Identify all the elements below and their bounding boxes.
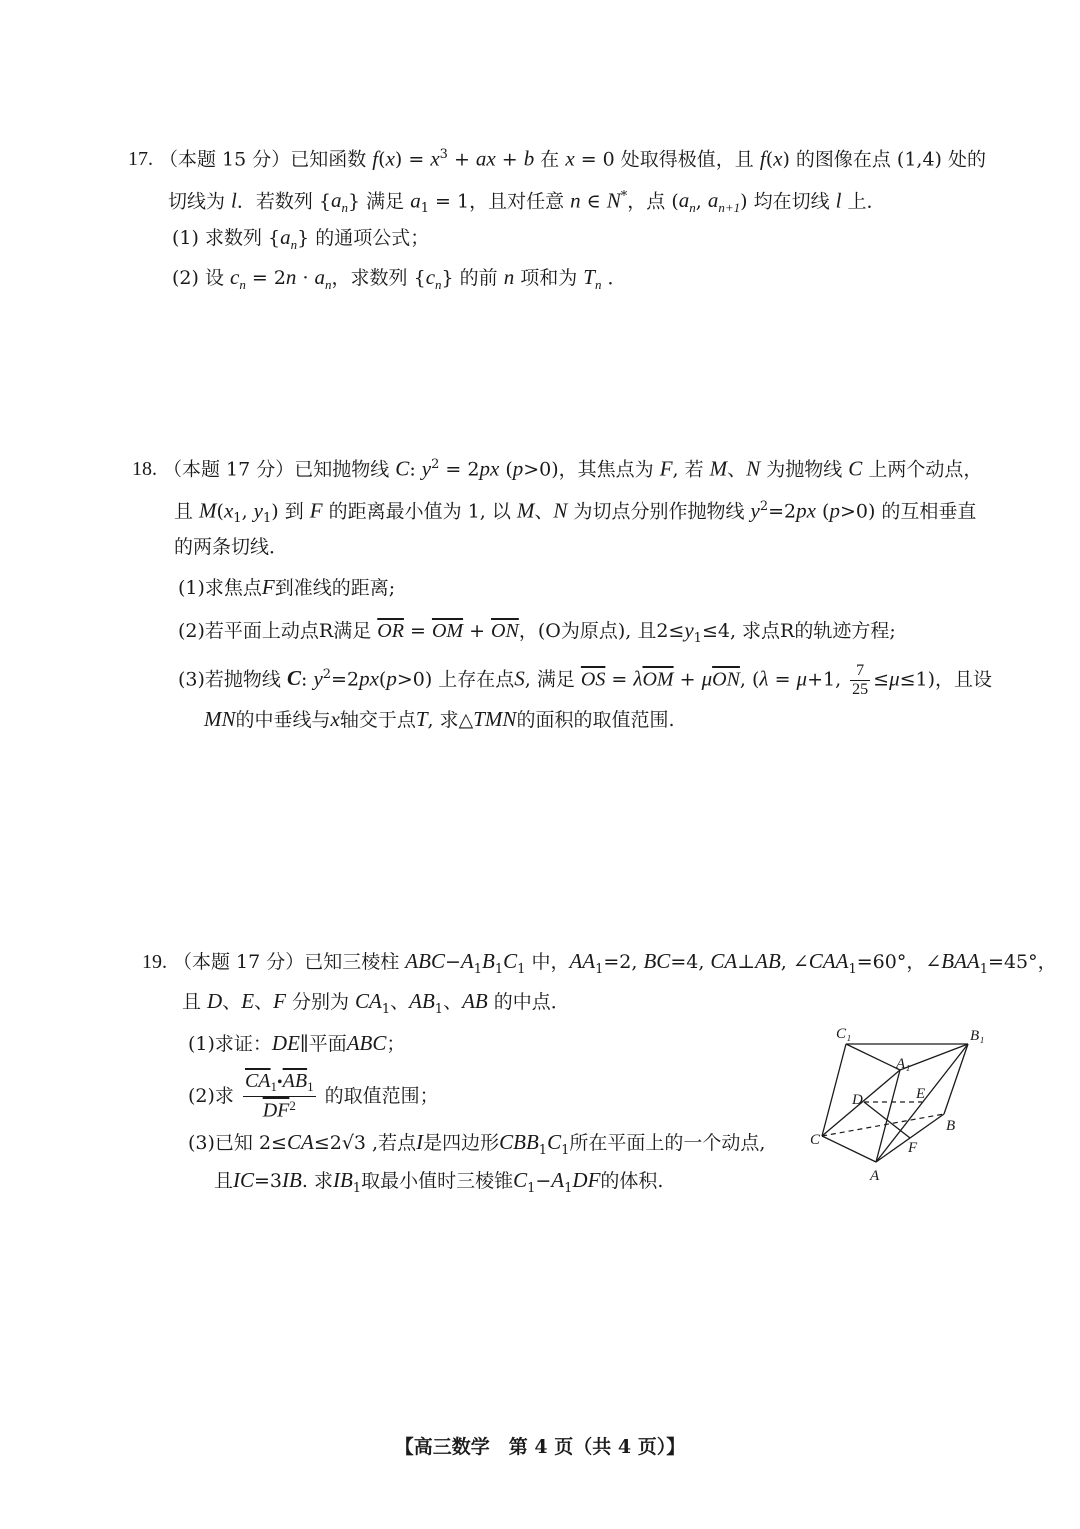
prism-figure bbox=[808, 1022, 998, 1192]
label-C1: C₁ bbox=[836, 1026, 852, 1042]
label-B1: B₁ bbox=[970, 1028, 985, 1044]
q18-line1: 18. （本题 17 分）已知抛物线 C: $y^2 = 2px$ (p>0)，其焦点为 F, 若 M、N 为抛物线 C 上两个动点， bbox=[132, 456, 983, 481]
q18-part3b: MN的中垂线与x轴交于点T, 求△TMN的面积的取值范围. bbox=[204, 707, 675, 731]
page-footer: 【高三数学 第 4 页（共 4 页）】 bbox=[394, 1436, 686, 1458]
label-F: F bbox=[908, 1140, 918, 1156]
label-A1: A₁ bbox=[896, 1056, 911, 1072]
q19-number: 19. bbox=[142, 951, 167, 973]
q17-part2: (2) 设 $c_n = 2n \cdot a_n$，求数列 $\{c_n\}$ 的前 n 项和为 $T_n$ ． bbox=[172, 265, 627, 293]
label-B: B bbox=[946, 1118, 956, 1134]
q18-line2: 且 $M(x_1$, $y_1$) 到 F 的距离最小值为 1, 以 M、N 为切点分别作抛物线 $y^2=2px$ (p>0) 的互相垂直 bbox=[174, 498, 977, 527]
q19-part2: (2)求 $\frac{\overline{CA}_1•\overline{AB}_1}{\overline{DF}^2}$ 的取值范围； bbox=[188, 1070, 439, 1122]
q19-part1: (1)求证：DE∥平面ABC； bbox=[188, 1031, 406, 1055]
q18-part1: (1)求焦点F到准线的距离; bbox=[178, 575, 396, 599]
q19-line2: 且 D、E、F 分别为 $CA_1$、$AB_1$、AB 的中点． bbox=[182, 989, 570, 1017]
label-E: E bbox=[916, 1086, 926, 1102]
q17-line1: 17. （本题 15 分）已知函数 $f(x) = x^3$ + ax + b 在 x = 0 处取得极值，且 f(x) 的图像在点 (1,4) 处的 bbox=[128, 146, 987, 171]
label-A: A bbox=[870, 1168, 880, 1184]
q19-part3a: (3)已知 2≤CA≤2√3 ,若点I是四边形$CBB_1C_1$所在平面上的一个动点, bbox=[188, 1130, 766, 1158]
q19-line1: 19. （本题 17 分）已知三棱柱 $ABC-A_1B_1C_1$ 中，$AA_1=2$, BC=4, CA⊥AB, $\angle CAA_1=60^\circ$，$\angle BAA_1=45^\circ$， bbox=[142, 949, 1057, 977]
label-D: D bbox=[852, 1092, 863, 1108]
q19-part3b: 且IC=3IB. 求$IB_1$取最小值时三棱锥$C_1-A_1DF$的体积. bbox=[214, 1168, 664, 1196]
q17-number: 17. bbox=[128, 148, 153, 171]
q18-line3: 的两条切线． bbox=[174, 536, 289, 558]
q18-part2: (2)若平面上动点R满足 $\overline{OR} = \overline{OM} + \overline{ON}$，(O为原点), 且$2\le y_1\le 4$, 求点R的轨迹方程; bbox=[178, 618, 896, 646]
q18-part3a: (3)若抛物线 C: $y^2=2px(p>0)$ 上存在点S, 满足 $\overline{OS} = \lambda\overline{OM} + \mu\overline{ON}$, (λ = μ+1, $\frac{7}{25}$ ≤μ≤1)，且设 bbox=[178, 661, 993, 698]
label-C: C bbox=[810, 1132, 821, 1148]
q17-part1: (1) 求数列 $\{a_n\}$ 的通项公式； bbox=[172, 225, 430, 253]
q17-line2: 切线为 l．若数列 $\{a_n\}$ 满足 $a_1 = 1$，且对任意 n ∈ N*，点 ($a_n$, $a_{n+1}$) 均在切线 l 上． bbox=[168, 188, 886, 217]
q18-number: 18. bbox=[132, 458, 157, 481]
